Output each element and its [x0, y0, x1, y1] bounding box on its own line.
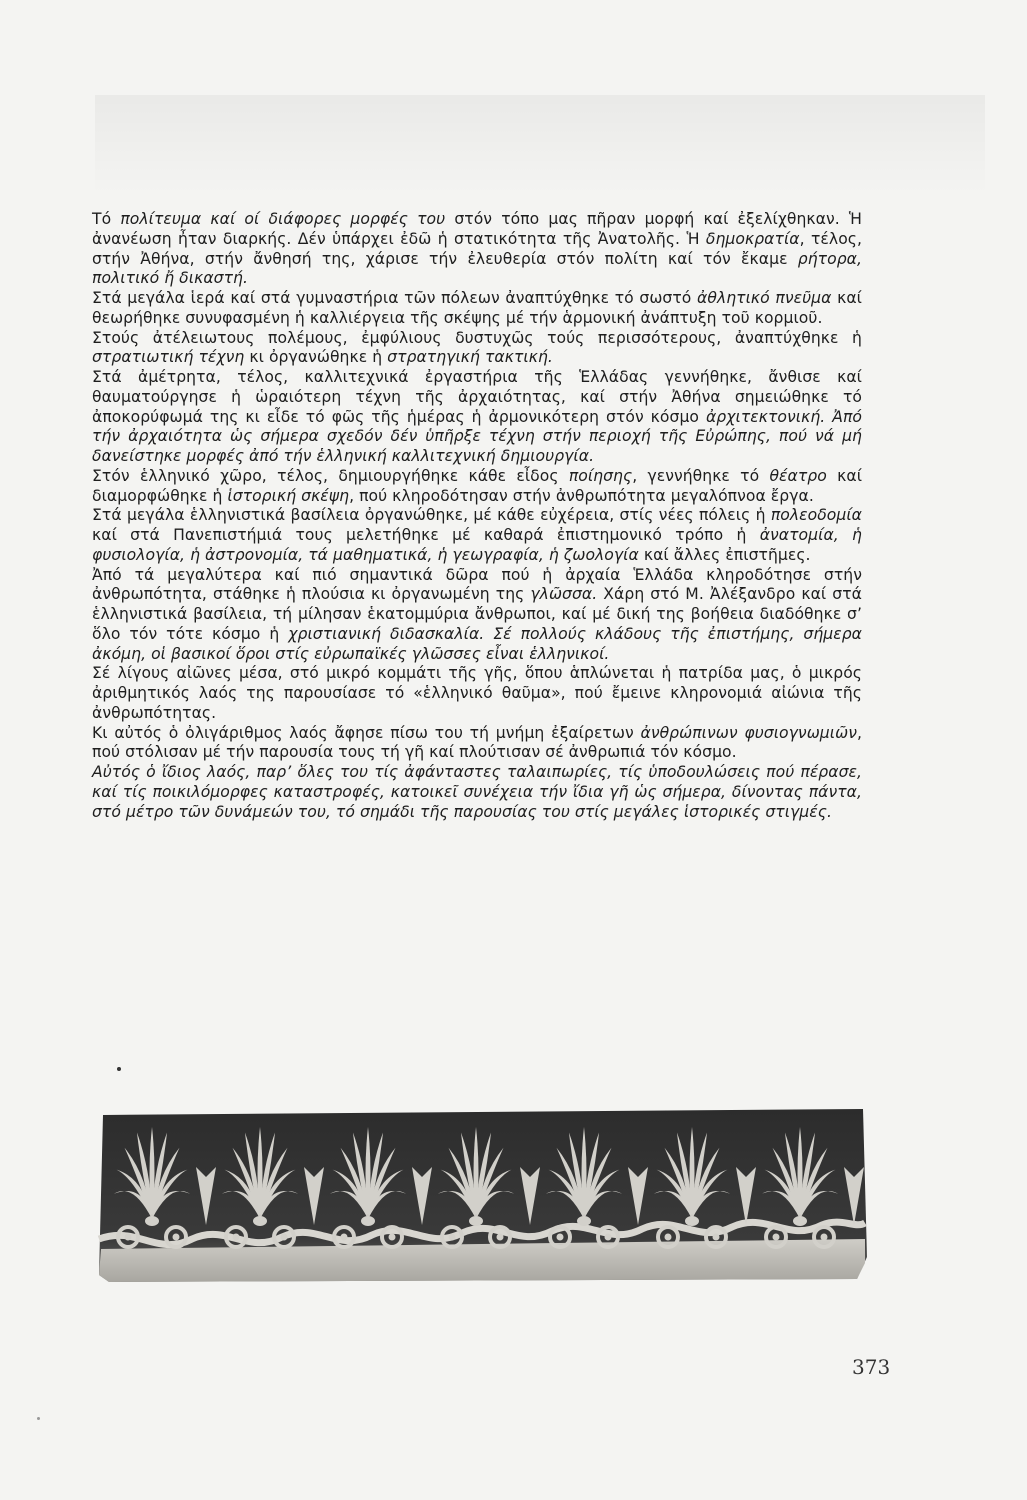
text-run: Στά μεγάλα ἱερά καί στά γυμναστήρια τῶν πόλεων ἀναπτύχθηκε τό σωστό [92, 289, 698, 307]
text-run: Στά μεγάλα ἑλληνιστικά βασίλεια ὀργανώθηκε, μέ κάθε εὐχέρεια, στίς νέες πόλεις ἡ [92, 506, 771, 525]
italic-run: ποίησης [568, 466, 633, 485]
paragraph-5 [92, 467, 862, 507]
italic-run: Αὐτός ὁ ἴδιος λαός, παρ’ ὅλες του τίς ἀφάνταστες ταλαιπωρίες, τίς ὑποδουλώσεις πού πέρασε, καί τίς ποικιλόμορφες καταστροφές, κατοικεῖ συνέχεια τήν ἴδια γῆ ὡς σήμερα, δίνοντας πάντα, στό μέτρο τῶν δυνάμεών του, τό σημάδι τῆς παρουσίας του στίς μεγάλες ἱστορικές στιγμές. [92, 763, 862, 821]
paragraph-9 [92, 724, 862, 764]
paragraph-1 [92, 210, 862, 289]
text-run: Στόν ἑλληνικό χῶρο, τέλος, δημιουργήθηκε κάθε εἶδος [92, 466, 569, 485]
text-run: κι ὀργανώθηκε ἡ [244, 348, 388, 367]
italic-run: ἀθλητικό πνεῦμα [697, 289, 832, 307]
italic-run: θέατρο [769, 466, 827, 485]
italic-run: δημοκρατία [705, 229, 800, 248]
text-run: καί στά Πανεπιστήμιά τους μελετήθηκε μέ καθαρά ἐπιστημονικό τρόπο ἡ [92, 526, 760, 544]
italic-run: ἀνατομία, ἡ φυσιολογία, ἡ ἀστρονομία, τά μαθηματικά, ἡ γεωγραφία, ἡ ζωολογία [92, 526, 862, 564]
text-run: , πού στόλισαν μέ τήν παρουσία τους τή γῆ καί πλούτισαν σέ ἀνθρωπιά τόν κόσμο. [92, 723, 862, 762]
italic-run: ἀρχιτεκτονική. [705, 407, 826, 426]
italic-run: στρατιωτική τέχνη [92, 348, 245, 367]
text-run: καί ἄλλες ἐπιστῆμες. [638, 545, 811, 564]
text-run: Τό [92, 210, 121, 228]
italic-run: ἱστορική σκέψη [227, 486, 350, 505]
italic-run: Ἀπό τήν ἀρχαιότητα ὡς σήμερα σχεδόν δέν ὑπῆρξε τέχνη στήν περιοχή τῆς Εὐρώπης, πού νά μή δανείστηκε μορφές ἀπό τήν ἑλληνική καλλιτεχνική δημιουργία. [92, 407, 862, 465]
paragraph-10 [92, 763, 862, 822]
paragraph-7 [92, 566, 862, 665]
text-run: , πού κληροδότησαν στήν ἀνθρωπότητα μεγαλόπνοα ἔργα. [349, 486, 814, 505]
page-number: 373 [852, 1355, 891, 1379]
paragraph-6 [92, 506, 862, 565]
scan-speck [117, 1067, 121, 1071]
scan-shadow [95, 95, 985, 195]
paragraph-3 [92, 329, 862, 369]
italic-run: στρατηγική τακτική. [387, 348, 553, 367]
italic-run: χριστιανική διδασκαλία. Σέ πολλούς κλάδους τῆς ἐπιστήμης, σήμερα ἀκόμη, οἱ βασικοί ὅροι στίς εὐρωπαϊκές γλῶσσες εἶναι ἑλληνικοί. [92, 624, 862, 663]
paragraph-8 [92, 664, 862, 723]
paragraph-4 [92, 368, 862, 467]
text-run: Ἀπό τά μεγαλύτερα καί πιό σημαντικά δῶρα πού ἡ ἀρχαία Ἑλλάδα κληροδότησε στήν ἀνθρωπότητα, στάθηκε ἡ πλούσια κι ὀργανωμένη της [92, 565, 862, 604]
text-run: Σέ λίγους αἰῶνες μέσα, στό μικρό κομμάτι τῆς γῆς, ὅπου ἁπλώνεται ἡ πατρίδα μας, ὁ μικρός ἀριθμητικός λαός της παρουσίασε τό «ἑλληνικό θαῦμα», πού ἔμεινε κληρονομιά αἰώνια τῆς ἀνθρωπότητας. [92, 664, 862, 722]
text-run: καί διαμορφώθηκε ἡ [92, 466, 863, 505]
italic-run: γλῶσσα. [530, 585, 598, 604]
text-run: καί θεωρήθηκε συνυφασμένη ἡ καλλιέργεια τῆς σκέψης μέ τήν ἁρμονική ἀνάπτυξη τοῦ κορμιοῦ. [92, 289, 862, 327]
anthemion-frieze-relief [97, 1107, 869, 1282]
paragraph-2 [92, 289, 862, 329]
italic-run: ρήτορα, πολιτικό ἤ δικαστή. [92, 249, 862, 288]
text-run: Στά ἀμέτρητα, τέλος, καλλιτεχνικά ἐργαστήρια τῆς Ἑλλάδας γεννήθηκε, ἄνθισε καί θαυματούργησε ἡ ὡραιότερη τέχνη τῆς ἀρχαιότητας, καί στήν Ἀθήνα σημειώθηκε τό ἀποκορύφωμά της κι εἶδε τό φῶς τῆς ἡμέρας ἡ ἀρμονικότερη στόν κόσμο [92, 368, 862, 426]
text-run: Χάρη στό Μ. Ἀλέξανδρο καί στά ἑλληνιστικά βασίλεια, τή μίλησαν ἑκατομμύρια ἄνθρωποι, καί μέ δική της βοήθεια διαδόθηκε σ’ ὅλο τόν τότε κόσμο ἡ [92, 585, 862, 643]
text-run: Κι αὐτός ὁ ὀλιγάριθμος λαός ἄφησε πίσω του τή μνήμη ἐξαίρετων [92, 723, 641, 742]
margin-speck [37, 1417, 40, 1420]
body-text [92, 210, 862, 822]
italic-run: ἀνθρώπινων φυσιογνωμιῶν [640, 723, 857, 742]
text-run: Στούς ἀτέλειωτους πολέμους, ἐμφύλιους δυστυχῶς τούς περισσότερους, ἀναπτύχθηκε ἡ [92, 328, 862, 347]
text-run: , γεννήθηκε τό [632, 466, 770, 485]
italic-run: πολίτευμα καί οί διάφορες μορφές του [120, 210, 446, 228]
italic-run: πολεοδομία [770, 506, 862, 525]
text-run: , τέλος, στήν Ἀθήνα, στήν ἄνθησή της, χάρισε τήν ἐλευθερία στόν πολίτη καί τόν ἔκαμε [92, 229, 862, 268]
text-run: στόν τόπο μας πῆραν μορφή καί ἐξελίχθηκαν. Ἡ ἀνανέωση ἦταν διαρκής. Δέν ὑπάρχει ἐδῶ ἡ στατικότητα τῆς Ἀνατολῆς. Ἡ [92, 210, 862, 248]
